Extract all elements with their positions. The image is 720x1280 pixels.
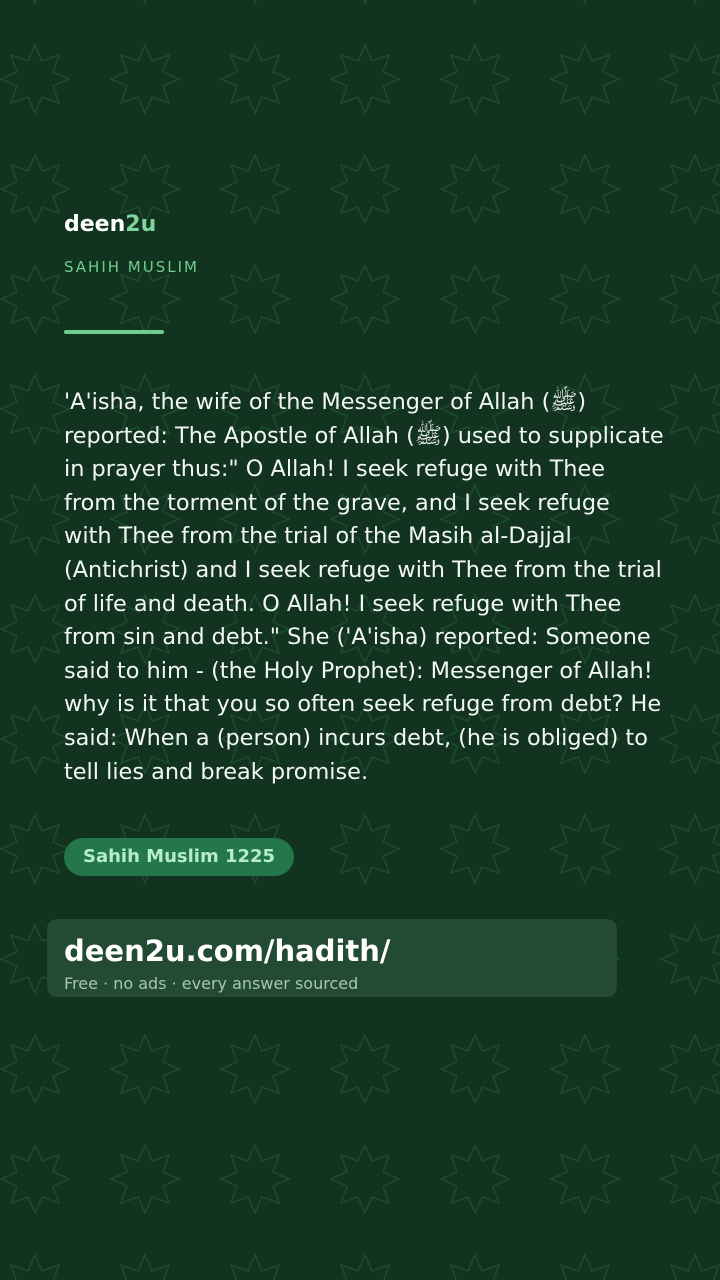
cta-card[interactable] bbox=[47, 919, 617, 997]
brand-name: deen bbox=[64, 212, 126, 237]
brand-logo bbox=[64, 210, 156, 240]
brand-name-accent: 2u bbox=[125, 212, 157, 237]
website-link[interactable]: deen2u.com/hadith/ bbox=[64, 934, 391, 968]
hadith-text: 'A'isha, the wife of the Messenger of Allah (ﷺ) reported: The Apostle of Allah (ﷺ) used to supplicate in prayer thus:" O Allah! I seek refuge with Thee from the torment of the grave, and I seek refuge with Thee from the trial of the Masih al-Dajjal (Antichrist) and I seek refuge with Thee from the trial of life and death. O Allah! I seek refuge with Thee from sin and debt." She ('A'isha) reported: Someone said to him - (the Holy Prophet): Messenger of Allah! why is it that you so often seek refuge from debt? He said: When a (person) incurs debt, (he is obliged) to tell lies and break promise. bbox=[64, 389, 664, 785]
collection-label: SAHIH MUSLIM bbox=[64, 258, 199, 276]
accent-divider bbox=[64, 330, 164, 334]
cta-tagline: Free · no ads · every answer sourced bbox=[64, 974, 359, 993]
reference-badge: Sahih Muslim 1225 bbox=[64, 838, 294, 876]
